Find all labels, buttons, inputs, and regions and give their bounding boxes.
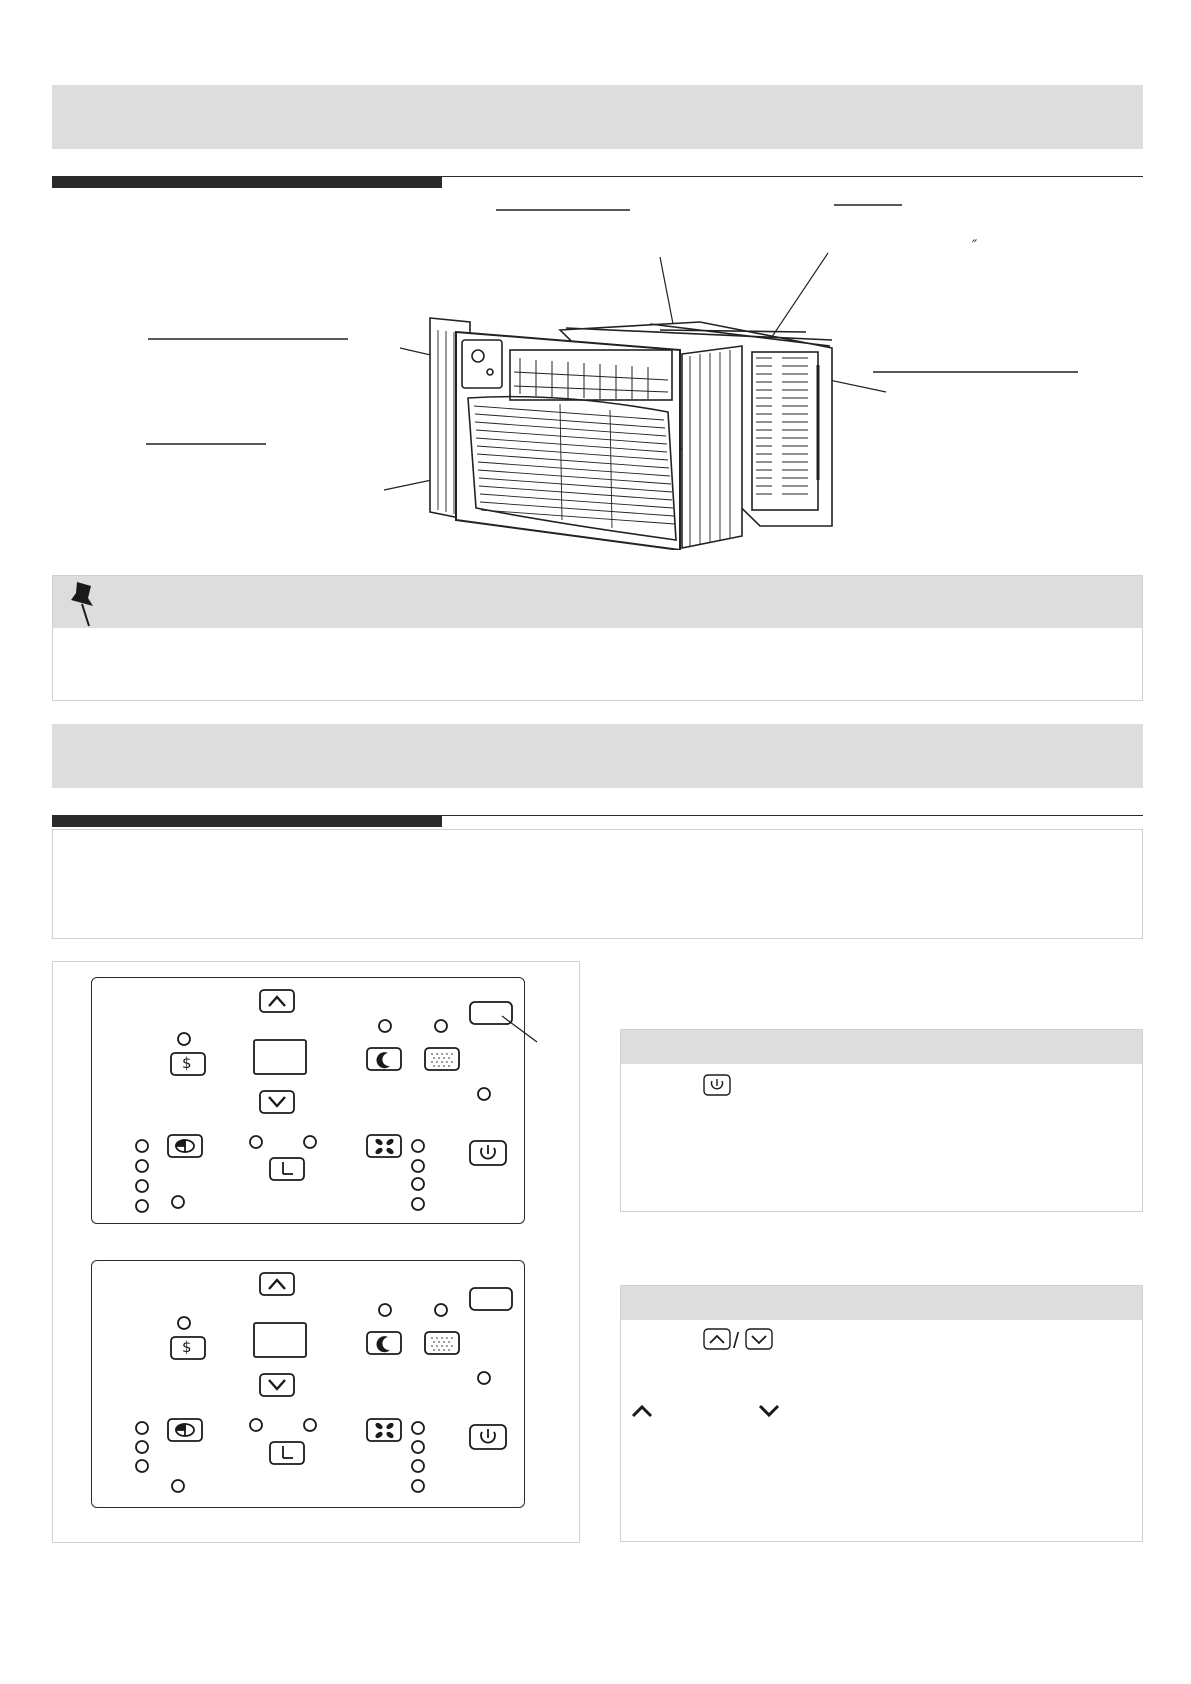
control-panel-figure xyxy=(52,961,580,1543)
fan-speed-button[interactable] xyxy=(367,1135,401,1157)
section-banner-operation xyxy=(52,724,1143,788)
down-arrow-icon xyxy=(745,1328,773,1350)
section-banner-top xyxy=(52,85,1143,149)
power-button[interactable] xyxy=(470,1425,506,1449)
instruction-heading xyxy=(621,1030,1142,1064)
intro-text-box xyxy=(52,829,1143,939)
power-icon xyxy=(703,1074,731,1096)
unit-diagram xyxy=(0,190,1191,550)
note-header xyxy=(53,576,1142,628)
mode-button[interactable] xyxy=(168,1135,202,1157)
slash-separator: / xyxy=(733,1328,740,1353)
down-arrow-button[interactable] xyxy=(260,1091,294,1113)
quote-mark: ″ xyxy=(972,238,978,254)
filter-button[interactable] xyxy=(425,1332,459,1354)
caret-up-icon xyxy=(631,1404,653,1418)
pushpin-icon xyxy=(67,580,103,630)
instruction-box-temperature xyxy=(620,1285,1143,1542)
timer-button[interactable] xyxy=(270,1442,304,1464)
indicator-light xyxy=(178,1033,190,1045)
sleep-button[interactable] xyxy=(367,1048,401,1070)
fan-speed-button[interactable] xyxy=(367,1419,401,1441)
dollar-icon: $ xyxy=(182,1054,192,1072)
section-divider-heavy xyxy=(52,815,442,827)
section-divider-heavy xyxy=(52,176,442,188)
temperature-display xyxy=(254,1040,306,1074)
section-divider-thin xyxy=(442,815,1143,816)
down-arrow-button[interactable] xyxy=(260,1374,294,1396)
control-panel-a xyxy=(91,977,525,1224)
up-arrow-button[interactable] xyxy=(260,990,294,1012)
mode-button[interactable] xyxy=(168,1419,202,1441)
air-conditioner-illustration xyxy=(0,190,1191,550)
caret-down-icon xyxy=(758,1404,780,1418)
control-panel-b xyxy=(91,1260,525,1508)
note-box xyxy=(52,575,1143,701)
section-divider-thin xyxy=(442,176,1143,177)
instruction-box-power xyxy=(620,1029,1143,1212)
remote-receiver xyxy=(470,1288,512,1310)
timer-button[interactable] xyxy=(270,1158,304,1180)
up-arrow-button[interactable] xyxy=(260,1273,294,1295)
dollar-icon: $ xyxy=(182,1338,192,1356)
sleep-button[interactable] xyxy=(367,1332,401,1354)
instruction-heading xyxy=(621,1286,1142,1320)
up-arrow-icon xyxy=(703,1328,731,1350)
power-button[interactable] xyxy=(470,1141,506,1165)
temperature-display xyxy=(254,1323,306,1357)
filter-button[interactable] xyxy=(425,1048,459,1070)
remote-receiver xyxy=(470,1002,512,1024)
